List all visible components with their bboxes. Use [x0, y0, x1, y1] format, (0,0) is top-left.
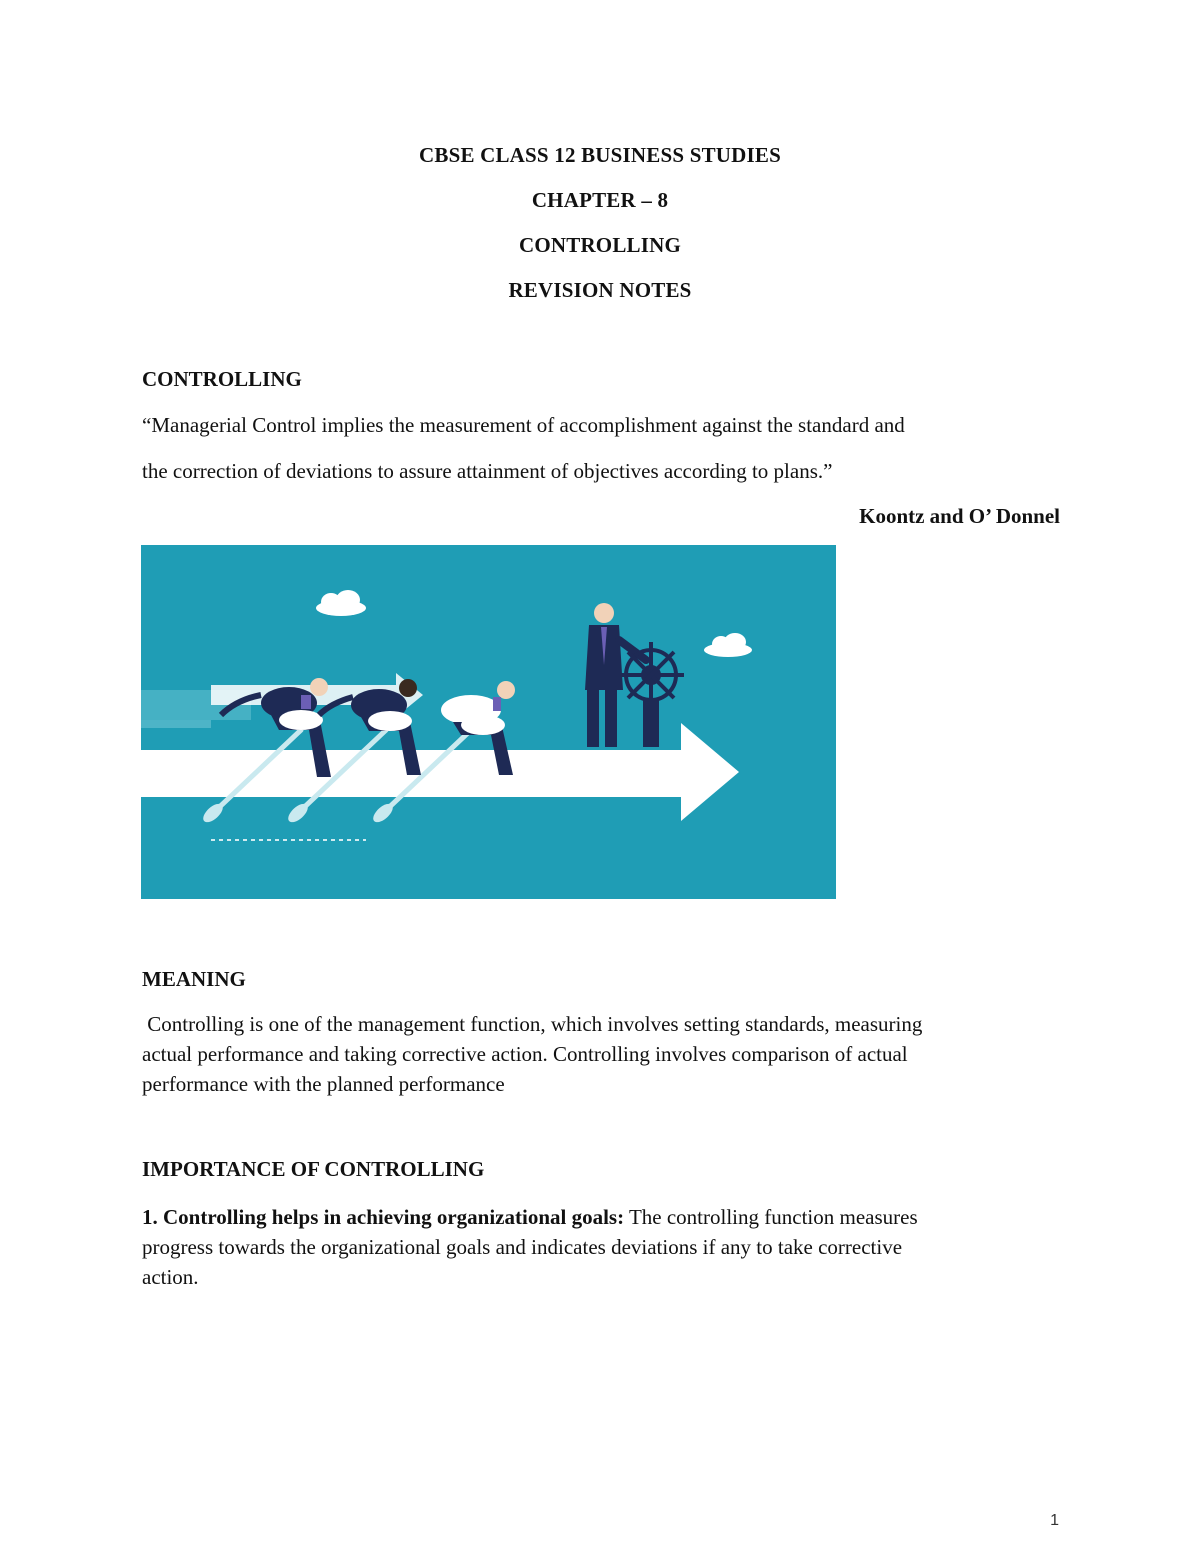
quote-line-1: “Managerial Control implies the measurement of accomplishment against the standard and — [142, 413, 905, 437]
section-heading-controlling: CONTROLLING — [142, 367, 302, 391]
meaning-line-1: Controlling is one of the management function, which involves setting standards, measuring — [142, 1012, 923, 1036]
doc-title-line-2: CHAPTER – 8 — [531, 188, 669, 212]
importance-point-1-text: The controlling function measures — [624, 1205, 918, 1229]
page-number: 1 — [1050, 1512, 1059, 1529]
quote-attribution: Koontz and O’ Donnel — [859, 504, 1060, 528]
importance-point-1-title: 1. Controlling helps in achieving organizational goals: — [142, 1205, 625, 1229]
section-heading-meaning: MEANING — [142, 967, 246, 991]
doc-title-line-3: CONTROLLING — [518, 233, 682, 257]
section-heading-importance: IMPORTANCE OF CONTROLLING — [142, 1157, 485, 1181]
doc-title-line-1: CBSE CLASS 12 BUSINESS STUDIES — [419, 143, 781, 167]
meaning-line-2: actual performance and taking corrective action. Controlling involves comparison of actual — [142, 1042, 908, 1066]
doc-title-line-4: REVISION NOTES — [508, 278, 692, 302]
meaning-line-3: performance with the planned performance — [142, 1072, 505, 1096]
rowing-team-illustration-icon — [141, 545, 836, 899]
quote-line-2: the correction of deviations to assure attainment of objectives according to plans.” — [142, 459, 833, 483]
importance-point-1-line-3: action. — [142, 1265, 199, 1289]
importance-point-1-line-1 — [142, 1202, 918, 1232]
importance-point-1-line-2: progress towards the organizational goals and indicates deviations if any to take corrective — [142, 1235, 903, 1259]
